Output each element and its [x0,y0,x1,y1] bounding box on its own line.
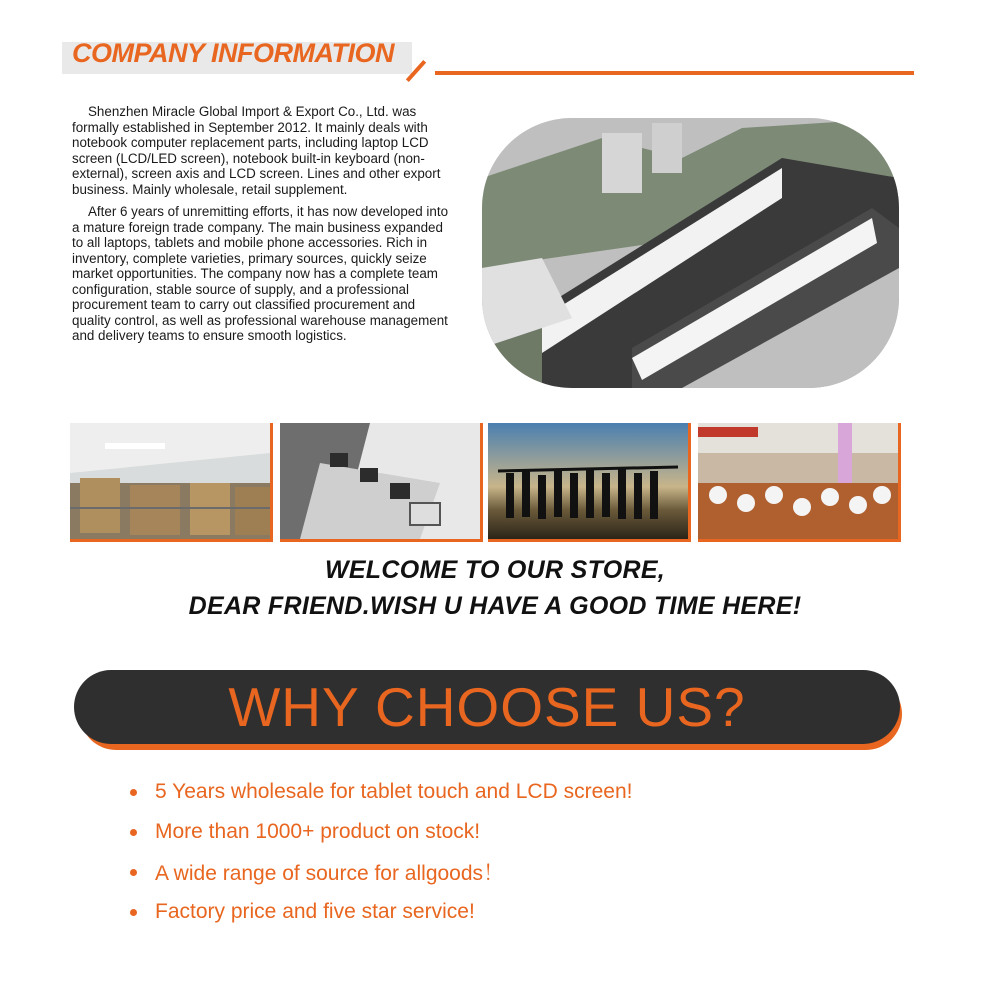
why-banner [74,670,900,744]
why-list-item [130,852,632,892]
welcome-line-2: DEAR FRIEND.WISH U HAVE A GOOD TIME HERE! [188,592,802,620]
why-item-text: More than 1000+ product on stock! [155,820,481,843]
welcome-line-1: WELCOME TO OUR STORE, [324,556,666,584]
team-meeting-photo [698,423,901,542]
factory-photo [482,118,899,388]
why-list-item [130,892,632,932]
why-list-item [130,812,632,852]
header-divider-line [435,71,914,75]
bullet-dot-icon [130,869,137,876]
section-title: COMPANY INFORMATION [72,38,394,68]
why-list-item [130,772,632,812]
why-list [130,772,632,932]
why-item-text: A wide range of source for allgoods！ [155,862,505,885]
bullet-dot-icon [130,909,137,916]
warehouse-photo [70,423,273,542]
company-description [72,104,456,351]
bullet-dot-icon [130,829,137,836]
company-paragraph-1: Shenzhen Miracle Global Import & Export Co., Ltd. was formally established in September 2012. It mainly deals with notebook computer replacement parts, including laptop LCD screen (LCD/LED screen), notebook built-in keyboard (non-external), screen axis and LCD screen. Lines and other export business. Mainly wholesale, retail supplement. [72,104,441,197]
office-photo [280,423,483,542]
why-item-text: Factory price and five star service! [155,900,475,923]
team-sunset-photo [488,423,691,542]
bullet-dot-icon [130,789,137,796]
why-title: WHY CHOOSE US? [228,676,746,738]
company-paragraph-2: After 6 years of unremitting efforts, it has now developed into a mature foreign trade company. The main business expanded to all laptops, tablets and mobile phone accessories. Rich in inventory, complete varieties, primary sources, quickly seize market opportunities. The company now has a complete team configuration, stable source of supply, and a professional procurement team to carry out classified procurement and quality control, as well as professional warehouse management and delivery teams to ensure smooth logistics. [72,204,449,343]
why-item-text: 5 Years wholesale for tablet touch and LCD screen! [155,780,633,803]
